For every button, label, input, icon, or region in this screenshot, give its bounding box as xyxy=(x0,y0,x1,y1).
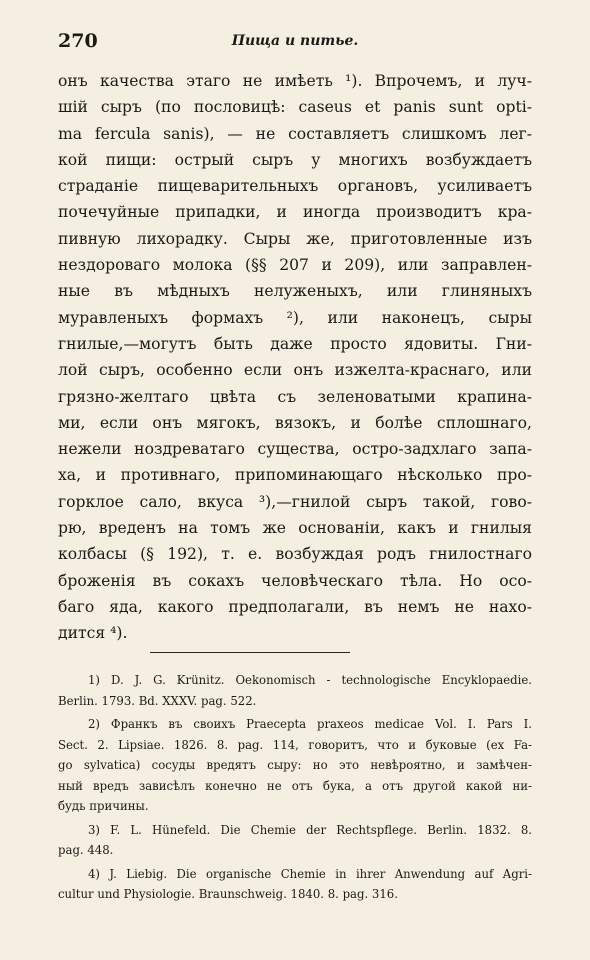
footnote xyxy=(58,714,532,817)
text-line: муравленыхъ формахъ ²), или наконецъ, сыры xyxy=(58,308,532,327)
text-line: почечуйные припадки, и иногда производитъ кра- xyxy=(58,203,532,222)
footnote-line: cultur und Physiologie. Braunschweig. 1840. 8. pag. 316. xyxy=(58,887,398,901)
footnote-divider xyxy=(150,652,350,653)
footnote-line: Berlin. 1793. Bd. XXXV. pag. 522. xyxy=(58,693,257,708)
footnote-line: pag. 448. xyxy=(58,843,114,857)
text-line: пивную лихорадку. Сыры же, приготовленные изъ xyxy=(58,229,532,248)
page-number: 270 xyxy=(58,30,98,52)
running-title: Пища и питье. xyxy=(231,33,359,49)
text-line: ха, и противнаго, припоминающаго нѣсколько про- xyxy=(58,466,532,485)
text-line: баго яда, какого предполагали, въ немъ не нахо- xyxy=(58,597,532,616)
text-line: страданіе пищеварительныхъ органовъ, усиливаетъ xyxy=(58,177,532,196)
text-line: кой пищи: острый сыръ у многихъ возбуждаетъ xyxy=(58,150,532,169)
footnote xyxy=(58,864,532,905)
text-line: гнилые,—могутъ быть даже просто ядовиты. Гни- xyxy=(58,334,532,353)
text-line: ные въ мѣдныхъ нелуженыхъ, или глиняныхъ xyxy=(58,282,532,301)
footnote-line: 3) F. L. Hünefeld. Die Chemie der Rechtspflege. Berlin. 1832. 8. xyxy=(88,822,532,837)
footnote-line: будь причины. xyxy=(58,799,149,813)
text-line: лой сыръ, особенно если онъ изжелта-краснаго, или xyxy=(58,361,532,380)
footnote xyxy=(58,820,532,861)
text-line: дится ⁴). xyxy=(58,624,128,643)
text-line: нездороваго молока (§§ 207 и 209), или заправлен- xyxy=(58,256,532,275)
footnote-line: Sect. 2. Lipsiae. 1826. 8. pag. 114, говоритъ, что и буковые (ex Fa- xyxy=(58,737,532,752)
text-line: колбасы (§ 192), т. е. возбуждая родъ гнилостнаго xyxy=(58,545,532,564)
page-header xyxy=(58,30,532,60)
footnote-line: 1) D. J. G. Krünitz. Oekonomisch - technologische Encyklopaedie. xyxy=(88,673,532,687)
text-line: онъ качества этаго не имѣеть ¹). Впрочемъ, и луч- xyxy=(58,72,532,90)
footnote-line: ный вредъ зависѣлъ конечно не отъ бука, а отъ другой какой ни- xyxy=(58,778,532,793)
text-line: шій сыръ (по пословицѣ: caseus et panis sunt opti- xyxy=(58,98,532,117)
footnote-line: 2) Франкъ въ своихъ Praecepta praxeos medicae Vol. I. Pars I. xyxy=(88,717,532,731)
footnote-line: 4) J. Liebig. Die organische Chemie in ihrer Anwendung auf Agri- xyxy=(88,866,532,881)
text-line: рю, вреденъ на томъ же основаніи, какъ и гнилыя xyxy=(58,519,532,538)
text-line: грязно-желтаго цвѣта съ зеленоватыми крапина- xyxy=(58,387,532,406)
body-text xyxy=(58,68,532,647)
text-line: ми, если онъ мягокъ, вязокъ, и болѣе сплошнаго, xyxy=(58,413,532,432)
text-line: горклое сало, вкуса ³),—гнилой сыръ такой, гово- xyxy=(58,492,532,511)
text-line: нежели ноздреватаго существа, остро-задхлаго запа- xyxy=(58,440,532,459)
text-line: ma fercula sanis), — не составляетъ слишкомъ лег- xyxy=(58,124,532,143)
text-line: броженія въ сокахъ человѣческаго тѣла. Но осо- xyxy=(58,571,532,590)
footnote-line: go sylvatica) сосуды вредятъ сыру: но это невѣроятно, и замѣчен- xyxy=(58,758,532,772)
footnote xyxy=(58,670,532,711)
footnotes xyxy=(58,670,532,908)
